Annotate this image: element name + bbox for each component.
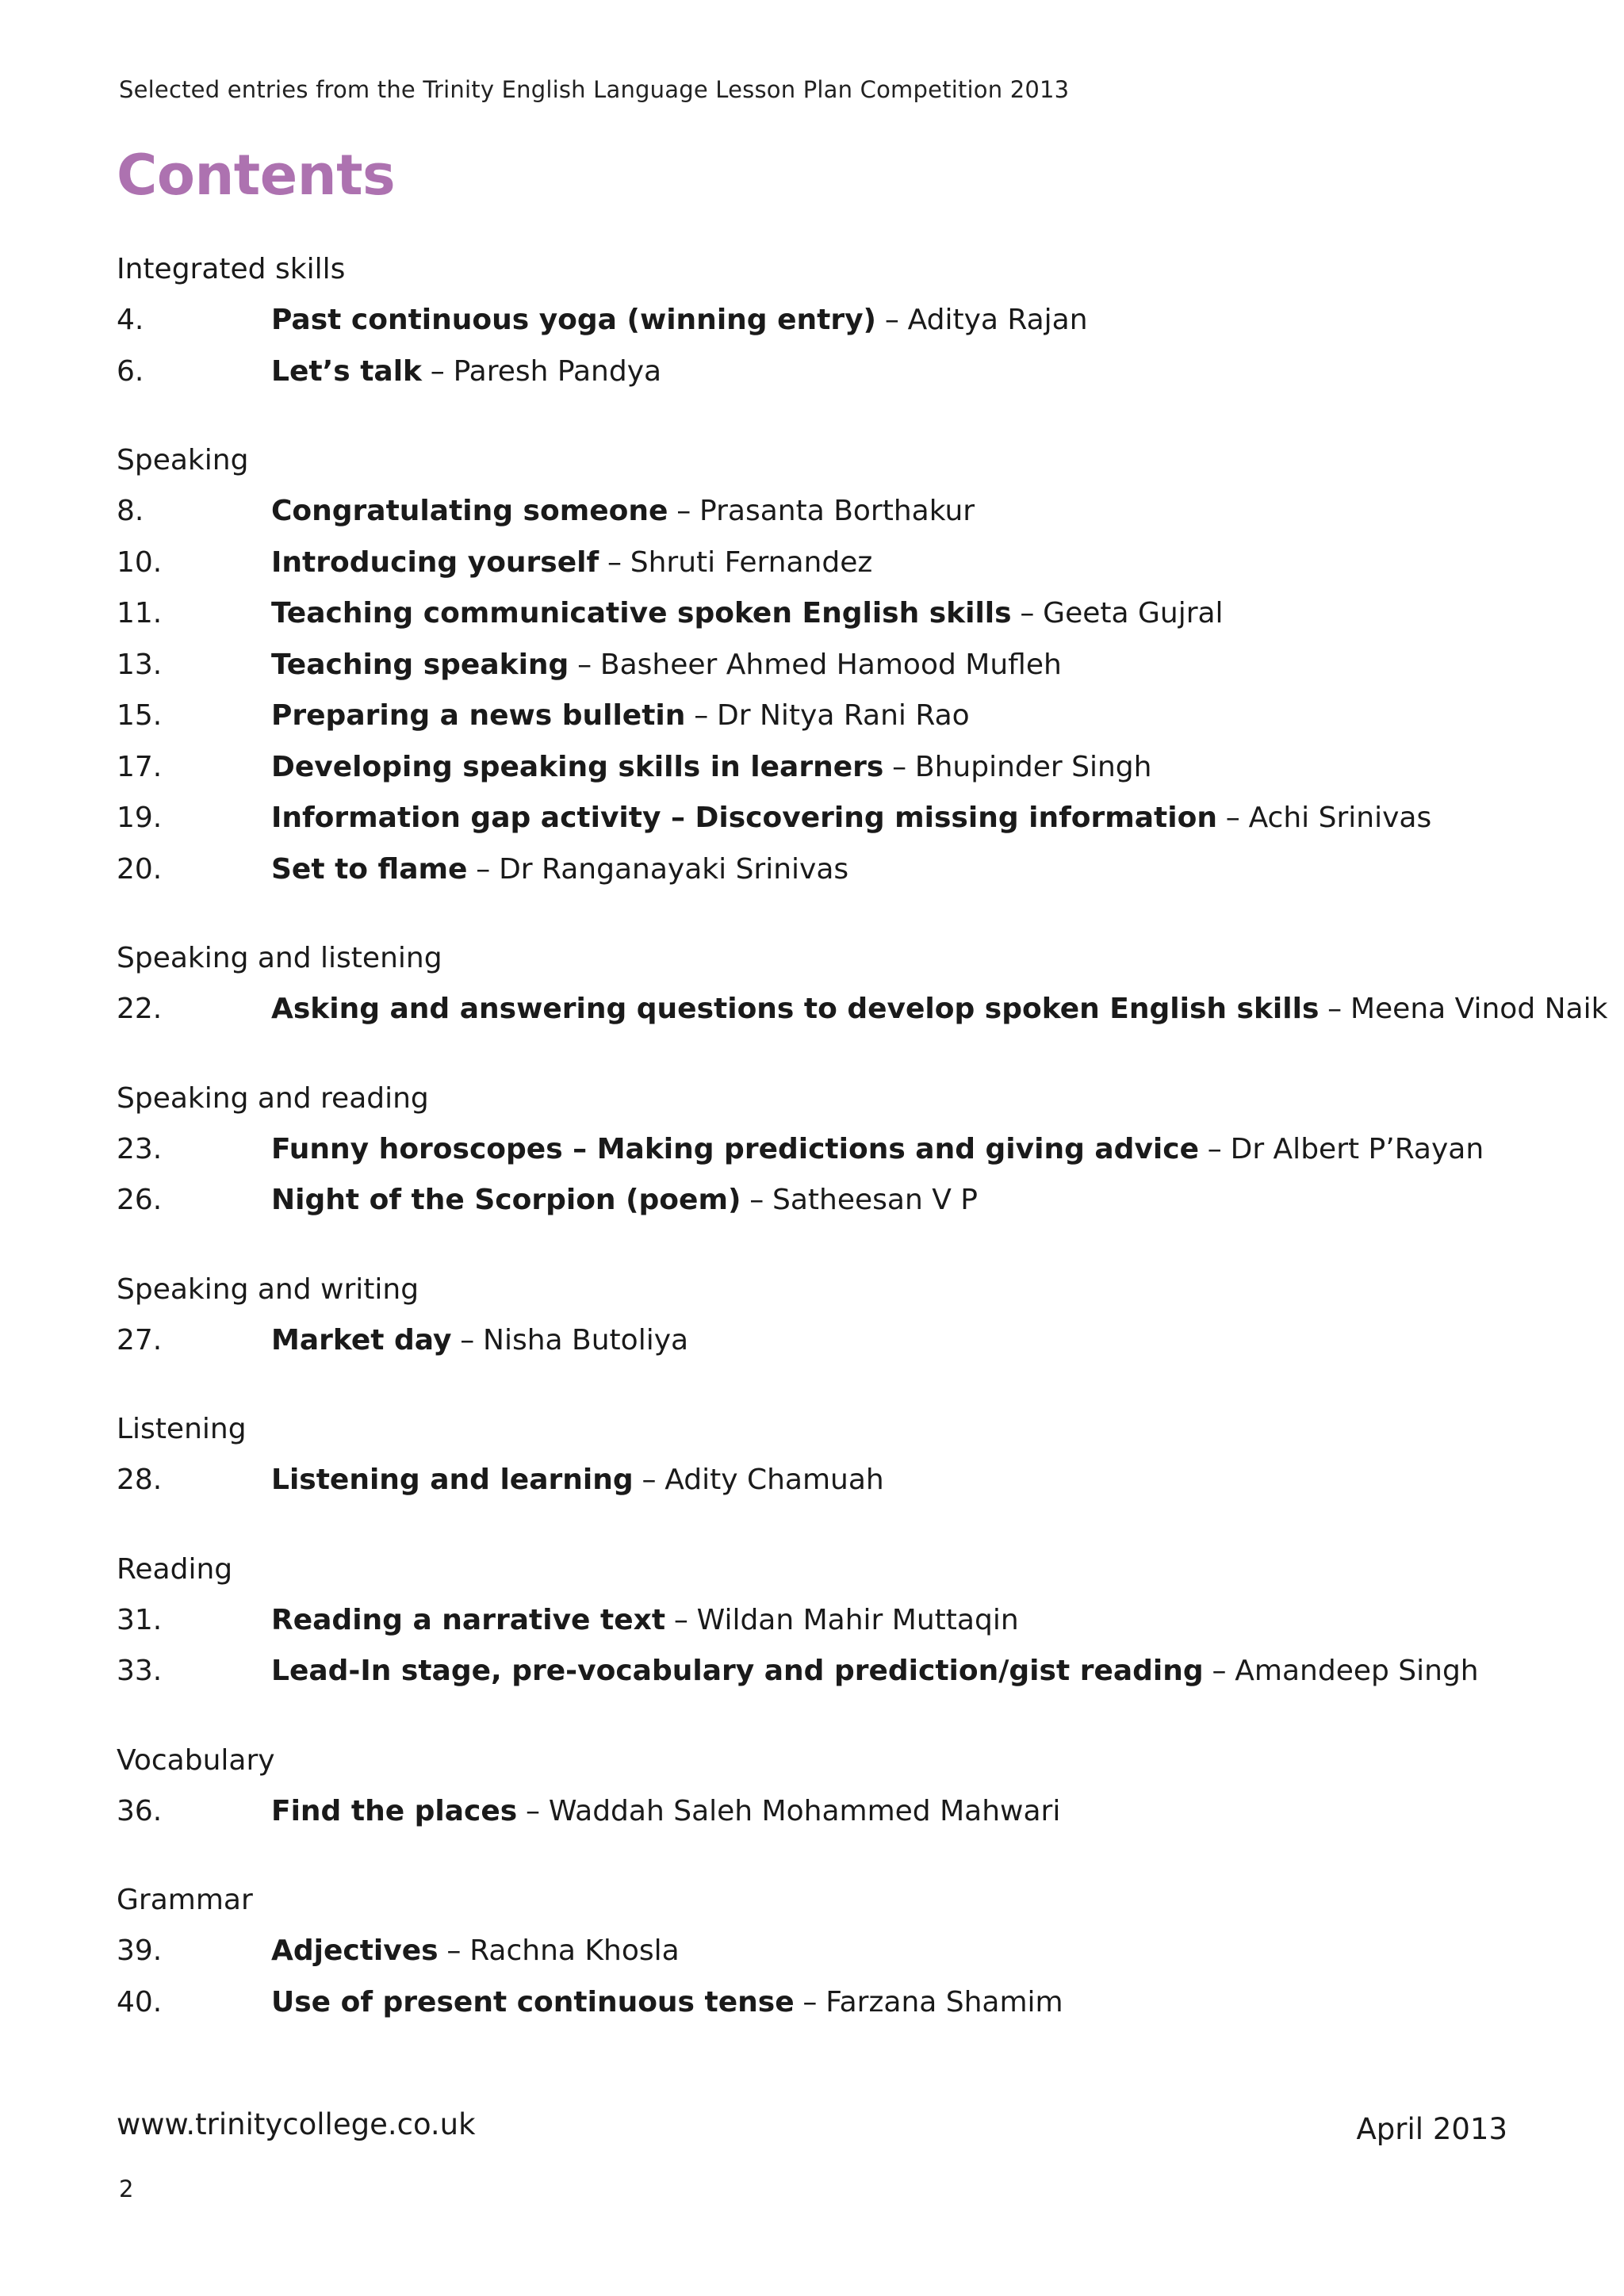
entry-page-number: 19. — [117, 802, 163, 834]
entry-author: Adity Chamuah — [665, 1464, 884, 1496]
entry-separator: – — [476, 852, 491, 886]
entry-title: Set to flame — [271, 852, 468, 886]
entry-separator: – — [430, 354, 445, 388]
entry-page-number: 20. — [117, 852, 163, 886]
entry-separator: – — [1207, 1132, 1222, 1165]
entry-page-number: 40. — [117, 1985, 163, 2019]
entry-title: Let’s talk — [271, 354, 422, 388]
contents-entry[interactable] — [117, 1175, 1584, 1226]
entry-page-number: 39. — [117, 1934, 163, 1967]
entry-separator: – — [607, 545, 622, 579]
entry-page-number: 11. — [117, 597, 163, 629]
contents-entry[interactable] — [117, 1646, 1584, 1697]
contents-entry[interactable] — [117, 1455, 1584, 1506]
entry-page-number: 33. — [117, 1655, 163, 1687]
contents-section — [117, 1073, 1584, 1226]
entry-title: Funny horoscopes – Making predictions and giving advice — [271, 1132, 1199, 1165]
entry-separator: – — [676, 495, 691, 527]
entry-author: Bhupinder Singh — [914, 750, 1152, 783]
entry-title: Use of present continuous tense — [271, 1985, 795, 2019]
contents-entry[interactable] — [117, 793, 1584, 844]
entry-author: Dr Albert P’Rayan — [1230, 1132, 1484, 1165]
entry-author: Basheer Ahmed Hamood Mufleh — [599, 648, 1062, 681]
entry-page-number: 17. — [117, 750, 163, 783]
entry-page-number: 31. — [117, 1603, 163, 1636]
contents-entry[interactable] — [117, 538, 1584, 589]
entry-title: Reading a narrative text — [271, 1603, 666, 1636]
contents-entry[interactable] — [117, 1124, 1584, 1176]
entry-separator: – — [694, 699, 709, 732]
contents-entry[interactable] — [117, 1786, 1584, 1838]
entry-title: Information gap activity – Discovering missing information — [271, 802, 1217, 834]
entry-author: Aditya Rajan — [907, 304, 1088, 336]
entry-author: Geeta Gujral — [1043, 597, 1224, 629]
section-heading: Integrated skills — [117, 253, 346, 285]
entry-title: Introducing yourself — [271, 545, 599, 579]
entry-author: Satheesan V P — [772, 1184, 979, 1216]
entry-page-number: 36. — [117, 1794, 163, 1827]
section-heading: Speaking and reading — [117, 1081, 429, 1115]
entry-title: Adjectives — [271, 1934, 439, 1967]
entry-page-number: 26. — [117, 1184, 163, 1216]
entry-page-number: 6. — [117, 354, 144, 388]
entry-title: Teaching communicative spoken English skills — [271, 597, 1012, 629]
entry-page-number: 4. — [117, 304, 144, 336]
entry-page-number: 23. — [117, 1132, 163, 1165]
entry-separator: – — [1225, 802, 1240, 834]
entry-page-number: 27. — [117, 1323, 163, 1357]
entry-title: Night of the Scorpion (poem) — [271, 1184, 741, 1216]
entry-separator: – — [673, 1603, 688, 1636]
entry-author: Waddah Saleh Mohammed Mahwari — [548, 1794, 1061, 1827]
entry-author: Achi Srinivas — [1248, 802, 1432, 834]
entry-separator: – — [1020, 597, 1035, 629]
contents-list — [117, 244, 1608, 2066]
entry-author: Shruti Fernandez — [630, 545, 873, 579]
contents-section — [117, 1875, 1584, 2028]
footer-url-link[interactable]: www.trinitycollege.co.uk — [117, 2107, 476, 2141]
entry-title: Developing speaking skills in learners — [271, 750, 884, 783]
page-number: 2 — [119, 2175, 134, 2202]
contents-section — [117, 435, 1584, 895]
section-heading: Speaking and listening — [117, 942, 442, 974]
contents-section — [117, 933, 1608, 1035]
entry-author: Amandeep Singh — [1235, 1655, 1479, 1687]
footer-date: April 2013 — [1356, 2112, 1507, 2146]
contents-entry[interactable] — [117, 295, 1584, 346]
contents-entry[interactable] — [117, 691, 1584, 742]
entry-title: Market day — [271, 1323, 452, 1357]
entry-separator: – — [749, 1184, 764, 1216]
entry-author: Dr Ranganayaki Srinivas — [499, 852, 849, 886]
section-heading: Speaking and writing — [117, 1272, 419, 1306]
entry-author: Farzana Shamim — [825, 1985, 1063, 2019]
contents-entry[interactable] — [117, 844, 1584, 896]
contents-section — [117, 1404, 1584, 1506]
entry-author: Wildan Mahir Muttaqin — [696, 1603, 1019, 1636]
section-heading: Speaking — [117, 444, 249, 476]
entry-page-number: 15. — [117, 699, 163, 732]
entry-separator: – — [526, 1794, 541, 1827]
entry-separator: – — [1327, 993, 1342, 1025]
contents-section — [117, 1735, 1584, 1838]
contents-entry[interactable] — [117, 1315, 1584, 1367]
contents-entry[interactable] — [117, 1977, 1584, 2029]
entry-title: Asking and answering questions to develop spoken English skills — [271, 993, 1320, 1025]
contents-entry[interactable] — [117, 346, 1584, 398]
entry-separator: – — [802, 1985, 818, 2019]
entry-title: Preparing a news bulletin — [271, 699, 686, 732]
contents-entry[interactable] — [117, 1926, 1584, 1977]
entry-author: Meena Vinod Naik — [1350, 993, 1608, 1025]
entry-separator: – — [446, 1934, 462, 1967]
entry-title: Teaching speaking — [271, 648, 569, 681]
contents-entry[interactable] — [117, 984, 1608, 1035]
entry-separator: – — [884, 304, 899, 336]
entry-page-number: 28. — [117, 1464, 163, 1496]
entry-page-number: 8. — [117, 495, 144, 527]
section-heading: Reading — [117, 1552, 233, 1586]
entry-page-number: 13. — [117, 648, 163, 681]
entry-title: Congratulating someone — [271, 495, 668, 527]
entry-separator: – — [460, 1323, 475, 1357]
contents-section — [117, 1544, 1584, 1697]
entry-author: Nisha Butoliya — [483, 1323, 689, 1357]
entry-separator: – — [1212, 1655, 1227, 1687]
entry-separator: – — [577, 648, 592, 681]
entry-author: Rachna Khosla — [469, 1934, 680, 1967]
entry-page-number: 22. — [117, 993, 163, 1025]
section-heading: Grammar — [117, 1884, 253, 1916]
entry-author: Paresh Pandya — [453, 354, 662, 388]
contents-entry[interactable] — [117, 588, 1584, 640]
contents-entry[interactable] — [117, 486, 1584, 538]
entry-separator: – — [892, 750, 907, 783]
contents-section — [117, 1265, 1584, 1367]
section-heading: Vocabulary — [117, 1743, 275, 1777]
contents-section — [117, 244, 1584, 397]
entry-title: Lead-In stage, pre-vocabulary and prediction/gist reading — [271, 1655, 1204, 1687]
contents-entry[interactable] — [117, 640, 1584, 691]
page-title: Contents — [117, 143, 396, 208]
entry-author: Prasanta Borthakur — [699, 495, 975, 527]
contents-entry[interactable] — [117, 1595, 1584, 1647]
entry-title: Past continuous yoga (winning entry) — [271, 304, 877, 336]
section-heading: Listening — [117, 1413, 247, 1445]
entry-title: Find the places — [271, 1794, 518, 1827]
contents-entry[interactable] — [117, 742, 1584, 794]
entry-separator: – — [642, 1464, 657, 1496]
entry-author: Dr Nitya Rani Rao — [717, 699, 970, 732]
entry-page-number: 10. — [117, 545, 163, 579]
running-header: Selected entries from the Trinity English Language Lesson Plan Competition 2013 — [119, 76, 1070, 103]
entry-title: Listening and learning — [271, 1464, 634, 1496]
